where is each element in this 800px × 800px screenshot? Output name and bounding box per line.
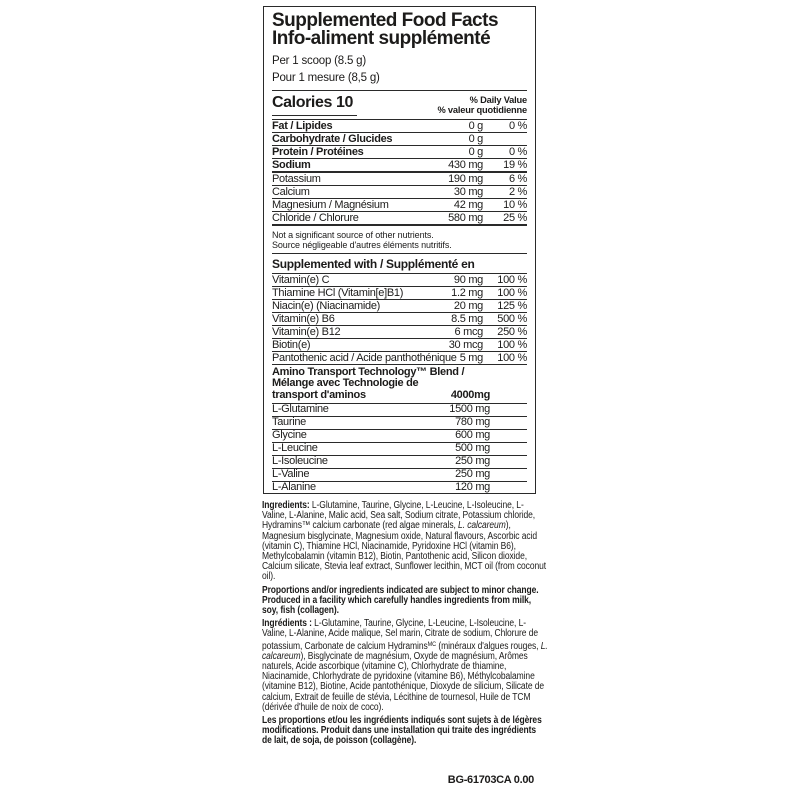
blend-header (272, 365, 527, 404)
blend-ingredient-amount: 250 mg (455, 468, 490, 480)
supplement-label: Vitamin(e) B12 (272, 325, 341, 338)
nutrient-row (272, 212, 527, 226)
daily-value-header-fr: % valeur quotidienne (437, 105, 527, 115)
nutrient-row (272, 173, 527, 186)
nutrient-amount: 30 mg (453, 185, 483, 198)
serving-size-en: Per 1 scoop (8.5 g) (272, 55, 367, 67)
supplement-amount: 90 mg (453, 273, 483, 286)
supplement-amount: 6 mcg (454, 325, 483, 338)
supplement-label: Vitamin(e) B6 (272, 312, 335, 325)
daily-value-header-en: % Daily Value (469, 95, 527, 105)
blend-row (272, 469, 527, 482)
panel-title-fr: Info-aliment supplémenté (272, 28, 491, 49)
supplement-daily-value: 100 % (497, 273, 527, 286)
blend-ingredient-label: L-Valine (272, 468, 310, 480)
supplement-daily-value: 100 % (497, 338, 527, 351)
panel-title-en: Supplemented Food Facts (272, 10, 499, 31)
nutrient-amount: 190 mg (448, 172, 483, 185)
nutrient-daily-value: 6 % (508, 172, 527, 185)
supplement-row (272, 287, 527, 300)
not-significant-note-fr: Source négligeable d'autres éléments nutritifs. (272, 239, 452, 250)
nutrient-rows (272, 120, 527, 226)
blend-ingredient-label: L-Leucine (272, 442, 318, 454)
supplement-amount: 1.2 mg (451, 286, 483, 299)
nutrient-label: Magnesium / Magnésium (272, 198, 389, 211)
blend-row (272, 482, 527, 494)
blend-ingredient-amount: 500 mg (455, 442, 490, 454)
daily-value-header (437, 94, 527, 115)
blend-row (272, 417, 527, 430)
supplement-daily-value: 100 % (497, 351, 527, 364)
footnotes-text (262, 501, 548, 747)
supplement-row (272, 274, 527, 287)
nutrient-label: Potassium (272, 172, 321, 185)
allergen-statement-fr: Les proportions et/ou les ingrédients indiqués sont sujets à de légères modifications. Produit dans une installation qui traite des ingrédients de lait, de soja, de poisson (collagène). (262, 715, 542, 747)
supplement-label: Pantothenic acid / Acide panthothénique (272, 351, 457, 364)
nutrient-row (272, 186, 527, 199)
blend-row (272, 456, 527, 469)
calories-block (272, 91, 527, 120)
nutrient-row (272, 133, 527, 146)
nutrient-row (272, 146, 527, 159)
supplemented-with-header: Supplemented with / Supplémenté en (272, 254, 527, 274)
not-significant-note-en: Not a significant source of other nutrients. (272, 229, 434, 240)
supplement-row (272, 326, 527, 339)
nutrient-amount: 580 mg (448, 211, 483, 224)
supplement-row (272, 352, 527, 365)
nutrient-amount: 430 mg (448, 158, 483, 171)
blend-row (272, 430, 527, 443)
blend-ingredient-label: L-Alanine (272, 481, 316, 493)
supplement-daily-value: 250 % (497, 325, 527, 338)
blend-ingredient-amount: 780 mg (455, 416, 490, 428)
blend-ingredient-label: L-Glutamine (272, 403, 329, 415)
calories-value: Calories 10 (272, 94, 357, 116)
not-significant-note (272, 226, 527, 254)
supplement-amount: 20 mg (453, 299, 483, 312)
supplement-row (272, 300, 527, 313)
nutrient-daily-value: 0 % (508, 145, 527, 158)
nutrient-label: Carbohydrate / Glucides (272, 132, 393, 145)
blend-ingredient-amount: 250 mg (455, 455, 490, 467)
blend-row (272, 404, 527, 417)
nutrient-amount: 0 g (468, 132, 483, 145)
blend-total-amount: 4000mg (450, 388, 490, 401)
serving-size-fr: Pour 1 mesure (8,5 g) (272, 72, 380, 84)
allergen-statement-en: Proportions and/or ingredients indicated are subject to minor change. Produced in a facility which carefully handles ingredients from milk, soy, fish (collagen). (262, 584, 539, 617)
nutrient-amount: 0 g (468, 119, 483, 132)
nutrient-daily-value: 0 % (508, 119, 527, 132)
blend-name-line3: transport d'aminos (272, 388, 366, 401)
nutrient-row (272, 199, 527, 212)
nutrient-daily-value: 19 % (503, 158, 527, 171)
nutrient-daily-value: 25 % (503, 211, 527, 224)
supplement-daily-value: 125 % (497, 299, 527, 312)
product-code: BG-61703CA 0.00 (447, 774, 534, 786)
supplemented-food-facts-panel (263, 6, 536, 494)
supplement-row (272, 339, 527, 352)
supplement-amount: 5 mg (459, 351, 483, 364)
nutrient-label: Chloride / Chlorure (272, 211, 359, 224)
supplement-amount: 30 mcg (448, 338, 483, 351)
nutrient-daily-value: 2 % (508, 185, 527, 198)
blend-name-line2: Mélange avec Technologie de (272, 377, 419, 389)
blend-ingredient-amount: 120 mg (455, 481, 490, 493)
ingredients-paragraph-fr: Ingrédients : L-Glutamine, Taurine, Glycine, L-Leucine, L-Isoleucine, L-Valine, L-Alanine, Acide malique, Sel marin, Citrate de sodium, Chlorure de potassium, Carbonate de calcium Hydramins$^{MC}$ (minéraux d'algues rouges, L. calcareum), Bisglycinate de magnésium, Oxyde de magnésium, Arômes naturels, Acide ascorbique (vitamine C), Chlorhydrate de thiamine, Niacinamide, Chlorhydrate de pyridoxine (vitamine B6), Méthylcobalamine (vitamine B12), Biotine, Acide pantothénique, Dioxyde de silicium, Silicate de calcium, Extrait de feuille de stévia, Lécithine de tournesol, Huile de TCM (dérivée d'huile de noix de coco). (262, 618, 548, 713)
blend-ingredient-amount: 600 mg (455, 429, 490, 441)
ingredients-paragraph-en: Ingredients: L-Glutamine, Taurine, Glycine, L-Leucine, L-Isoleucine, L-Valine, L-Alanine, Malic acid, Sea salt, Sodium citrate, Potassium chloride, Hydramins™ calcium carbonate (red algae minerals, L. calcareum), Magnesium bisglycinate, Magnesium oxide, Natural flavours, Ascorbic acid (vitamin C), Thiamine HCl, Niacinamide, Pyridoxine HCl (vitamin B6), Methylcobalamin (vitamin B12), Biotin, Pantothenic acid, Silicon dioxide, Calcium silicate, Stevia leaf extract, Sunflower lecithin, MCT oil (from coconut oil). (262, 500, 547, 583)
blend-total-row (272, 390, 527, 404)
nutrient-amount: 42 mg (453, 198, 483, 211)
supplement-daily-value: 100 % (497, 286, 527, 299)
blend-ingredient-label: Taurine (272, 416, 306, 428)
supplement-label: Biotin(e) (272, 338, 311, 351)
nutrient-amount: 0 g (468, 145, 483, 158)
blend-ingredient-amount: 1500 mg (449, 403, 490, 415)
nutrient-row (272, 120, 527, 133)
supplement-label: Vitamin(e) C (272, 273, 330, 286)
nutrient-daily-value: 10 % (503, 198, 527, 211)
footnotes-section (262, 501, 602, 750)
blend-name-line1: Amino Transport Technology™ Blend / (272, 365, 465, 378)
nutrient-row (272, 159, 527, 173)
supplement-label: Thiamine HCl (Vitamin[e]B1) (272, 286, 404, 299)
blend-ingredient-label: Glycine (272, 429, 307, 441)
supplement-rows (272, 274, 527, 365)
supplement-row (272, 313, 527, 326)
nutrient-label: Calcium (272, 185, 310, 198)
supplement-daily-value: 500 % (497, 312, 527, 325)
nutrient-label: Protein / Protéines (272, 145, 364, 158)
supplement-label: Niacin(e) (Niacinamide) (272, 299, 381, 312)
blend-ingredient-label: L-Isoleucine (272, 455, 328, 467)
nutrient-label: Fat / Lipides (272, 119, 333, 132)
supplement-amount: 8.5 mg (451, 312, 483, 325)
blend-row (272, 443, 527, 456)
nutrient-label: Sodium (272, 158, 311, 171)
blend-rows (272, 404, 527, 494)
